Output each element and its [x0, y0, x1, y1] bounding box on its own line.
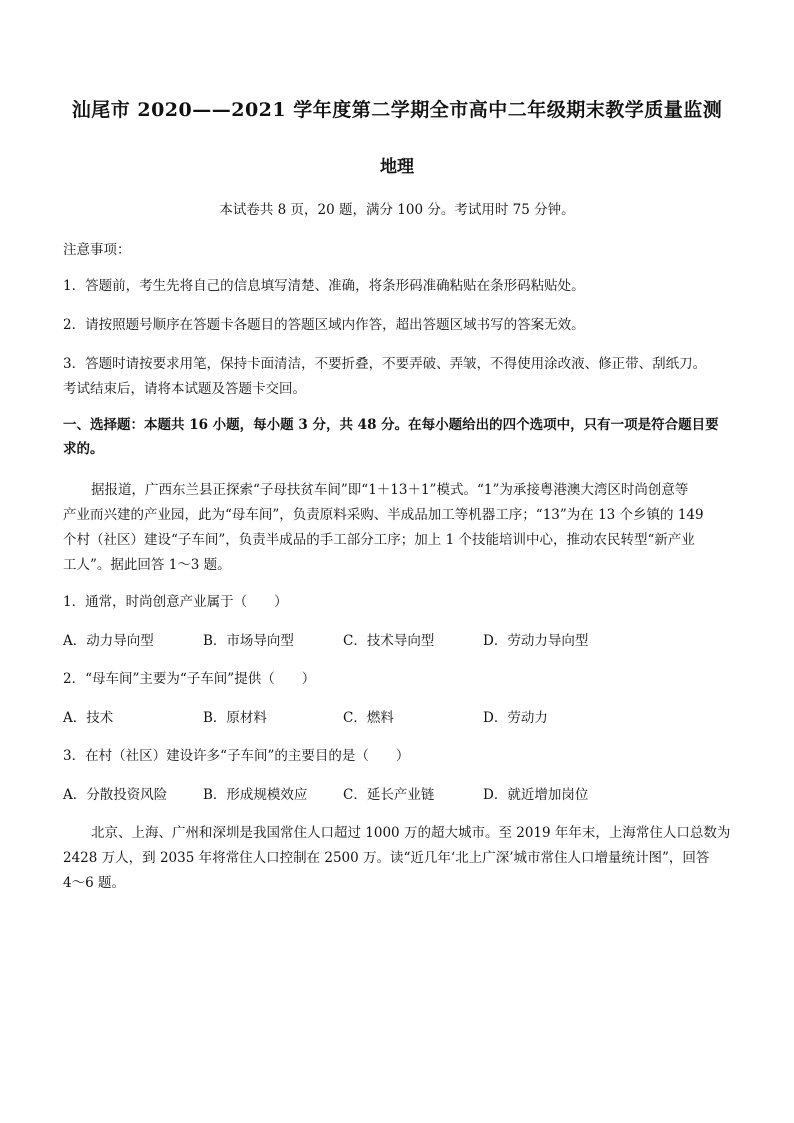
section1-heading-line1: 一、选择题：本题共 16 小题，每小题 3 分，共 48 分。在每小题给出的四个选项中，只有一项是符合题目要: [63, 417, 719, 433]
question-3-option-c: C．延长产业链: [343, 787, 435, 803]
question-3-option-a: A．分散投资风险: [63, 787, 168, 803]
question-1-option-a: A．动力导向型: [63, 633, 154, 649]
question-1-option-d: D．劳动力导向型: [483, 633, 589, 649]
notes-heading: 注意事项：: [63, 242, 131, 258]
passage1-line-1: 据报道，广西东兰县正探索“子母扶贫车间”即“1＋13＋1”模式。“1”为承接粤港澳大湾区时尚创意等: [91, 482, 689, 498]
exam-title: 汕尾市 2020——2021 学年度第二学期全市高中二年级期末教学质量监测: [71, 99, 723, 121]
question-3-stem: 3．在村（社区）建设许多“子车间”的主要目的是（ ）: [63, 748, 410, 764]
question-3-option-d: D．就近增加岗位: [483, 787, 589, 803]
passage1-line-3: 个村（社区）建设“子车间”，负责半成品的手工部分工序；加上 1 个技能培训中心，推动农民转型“新产业: [63, 532, 695, 548]
exam-info: 本试卷共 8 页，20 题，满分 100 分。考试用时 75 分钟。: [219, 202, 575, 218]
question-1-option-b: B．市场导向型: [203, 633, 294, 649]
question-3-options: [63, 783, 733, 807]
question-2-option-b: B．原材料: [203, 710, 267, 726]
note-item-2: 2．请按照题号顺序在答题卡各题目的答题区域内作答，超出答题区域书写的答案无效。: [63, 317, 585, 333]
question-2-option-a: A．技术: [63, 710, 114, 726]
section1-heading-line2: 求的。: [63, 441, 104, 457]
note-item-1: 1．答题前，考生先将自己的信息填写清楚、准确，将条形码准确粘贴在条形码粘贴处。: [63, 278, 585, 294]
question-1-option-c: C．技术导向型: [343, 633, 435, 649]
question-2-options: [63, 706, 733, 730]
passage2-line-2: 2428 万人，到 2035 年将常住人口控制在 2500 万。读“近几年‘北上广深’城市常住人口增量统计图”，回答: [63, 850, 710, 866]
question-2-stem: 2．“母车间”主要为“子车间”提供（ ）: [63, 671, 316, 687]
question-1-options: [63, 629, 733, 653]
passage1-line-2: 产业而兴建的产业园，此为“母车间”，负责原料采购、半成品加工等机器工序；“13”为在 13 个乡镇的 149: [63, 507, 704, 523]
passage1-line-4: 工人”。据此回答 1～3 题。: [63, 557, 231, 573]
question-3-option-b: B．形成规模效应: [203, 787, 308, 803]
question-2-option-d: D．劳动力: [483, 710, 548, 726]
note-item-3: 3．答题时请按要求用笔，保持卡面清洁，不要折叠，不要弄破、弄皱，不得使用涂改液、修正带、刮纸刀。: [63, 356, 707, 372]
question-1-stem: 1．通常，时尚创意产业属于（ ）: [63, 594, 288, 610]
question-2-option-c: C．燃料: [343, 710, 394, 726]
subject-title: 地理: [380, 157, 414, 177]
passage2-line-3: 4～6 题。: [63, 875, 125, 891]
note-item-3-cont: 考试结束后，请将本试题及答题卡交回。: [63, 381, 306, 397]
passage2-line-1: 北京、上海、广州和深圳是我国常住人口超过 1000 万的超大城市。至 2019 年年末，上海常住人口总数为: [91, 825, 731, 841]
